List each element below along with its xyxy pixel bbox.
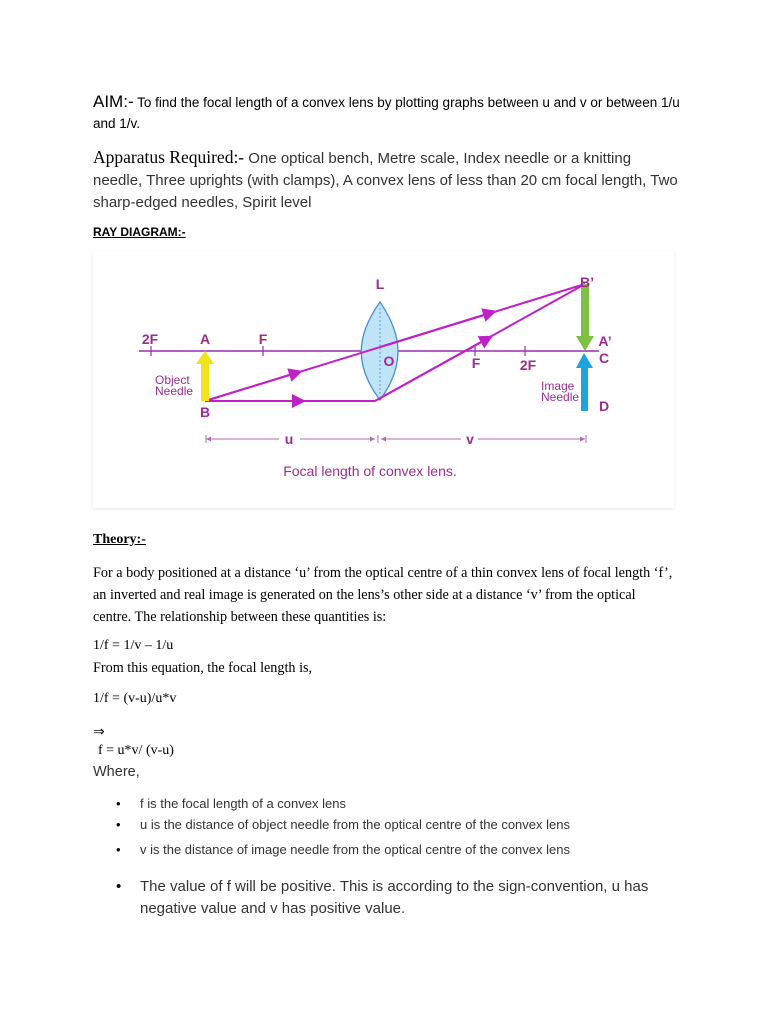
image-arrow-shaft (581, 284, 589, 337)
label-b-prime: B’ (580, 274, 594, 290)
aim-text: To find the focal length of a convex lens by plotting graphs between u and v or between 1/u and 1/v. (93, 95, 680, 131)
object-needle-label-2: Needle (155, 384, 194, 398)
apparatus-text: One optical bench, Metre scale, Index needle or a knitting needle, Three uprights (with clamps), A convex lens of less than 20 cm focal length, Two sharp-edged needles, Spirit level (93, 150, 678, 211)
equation-intro: From this equation, the focal length is, (93, 660, 313, 676)
label-v: v (466, 431, 474, 447)
image-needle-head (576, 353, 593, 368)
label-a: A (199, 331, 211, 347)
label-f-right: F (471, 355, 481, 371)
object-arrow-head (196, 351, 214, 364)
image-needle-label-1: Image (541, 379, 575, 393)
theory-paragraph: For a body positioned at a distance ‘u’ from the optical centre of a thin convex lens of focal length ‘f’, an inverted and real image is generated on the lens’s other side at a distance ‘v’ from the optical centre. The relationship between these quantities is: (93, 565, 673, 625)
list-item: • u is the distance of object needle from the optical centre of the convex lens (93, 817, 693, 842)
object-needle-label-1: Object (155, 373, 190, 387)
apparatus-label: Apparatus Required:- (93, 147, 245, 167)
note-list (93, 876, 693, 920)
theory-heading: Theory:- (93, 532, 146, 547)
label-2f-left: 2F (141, 331, 159, 347)
list-item: • The value of f will be positive. This is according to the sign-convention, u has negative value and v has positive value. (93, 876, 693, 920)
image-needle-shaft (581, 366, 588, 411)
ray-central-arrow-2 (380, 313, 490, 347)
diagram-caption: Focal length of convex lens. (283, 463, 457, 479)
label-l: L (375, 276, 385, 292)
label-d: D (598, 398, 610, 414)
apparatus-section (93, 146, 683, 214)
ray-central-arrow-1 (205, 373, 296, 401)
aim-section (93, 91, 693, 134)
image-needle-label-2: Needle (541, 390, 580, 404)
label-b: B (199, 404, 211, 420)
image-arrow-head (576, 336, 594, 351)
label-f-left: F (258, 331, 268, 347)
list-item: • f is the focal length of a convex lens (93, 796, 693, 817)
list-item: • v is the distance of image needle from the optical centre of the convex lens (93, 842, 693, 868)
equation-lens-formula: 1/f = 1/v – 1/u (93, 638, 174, 653)
label-2f-right: 2F (519, 357, 537, 373)
definition-list (93, 796, 693, 868)
aim-label: AIM:- (93, 92, 134, 111)
ray-diagram (93, 252, 674, 508)
implies-arrow: ⇒ (93, 725, 105, 740)
ray-diagram-heading: RAY DIAGRAM:- (93, 225, 186, 239)
ray-diagram-svg (93, 252, 674, 508)
where-label: Where, (93, 764, 140, 780)
label-u: u (284, 431, 294, 447)
label-c: C (598, 350, 610, 366)
label-o: O (383, 353, 395, 369)
label-a-prime: A’ (598, 333, 612, 349)
equation-combined: 1/f = (v-u)/u*v (93, 691, 177, 706)
object-arrow-shaft (201, 363, 209, 401)
equation-focal-length: f = u*v/ (v-u) (98, 743, 174, 758)
